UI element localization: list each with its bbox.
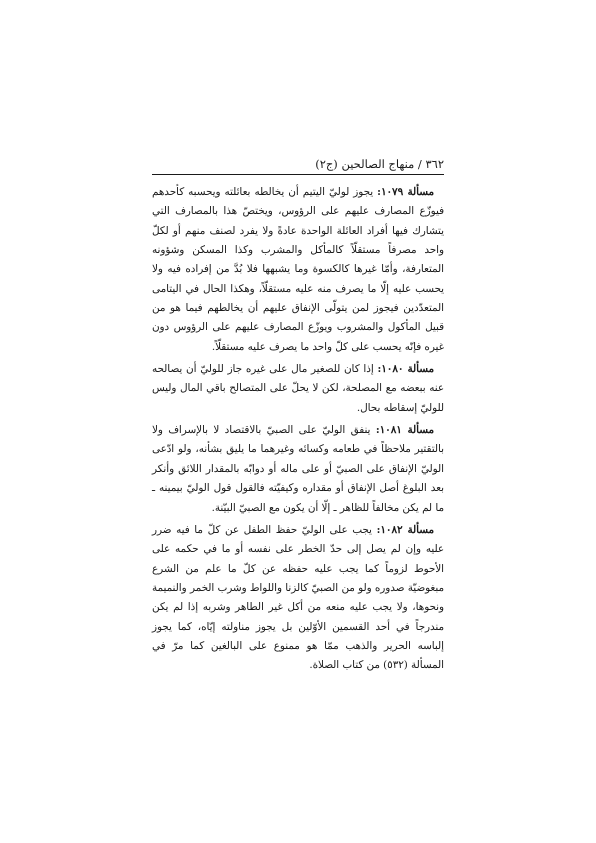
page-body bbox=[152, 183, 444, 676]
paragraph-masala-1081 bbox=[152, 421, 444, 518]
running-title: ٣٦٢ / منهاج الصالحين (ج٢) bbox=[315, 157, 444, 171]
masala-label: مسألة ١٠٨١: bbox=[375, 424, 434, 437]
paragraph-masala-1080 bbox=[152, 360, 444, 418]
paragraph-masala-1082 bbox=[152, 521, 444, 676]
masala-label: مسألة ١٠٨٢: bbox=[376, 523, 434, 536]
paragraph-masala-1079 bbox=[152, 183, 444, 357]
masala-text: يجب على الوليّ حفظ الطفل عن كلّ ما فيه ضرر عليه وإن لم يصل إلى حدّ الخطر على نفسه أو ما في حكمه على الأحوط لزوماً كما يجب عليه حفظه عن كلّ ما علم من الشرع مبغوضيّة صدوره ولو من الصبيّ كالزنا واللواط وشرب الخمر والنميمة ونحوها، ولا يجب عليه منعه من أكل غير الطاهر وشربه إذا لم يكن مندرجاً في أحد القسمين الأوّلين بل يجوز مناولته إيّاه، كما يجوز إلباسه الحرير والذهب ممّا هو ممنوع على البالغين كما مرّ في المسألة (٥٣٢) من كتاب الصلاة. bbox=[152, 523, 444, 672]
masala-text: يجوز لوليّ اليتيم أن يخالطه بعائلته ويحسبه كأحدهم فيوزّع المصارف عليهم على الرؤوس، ويختصّ هذا بالمصارف التي يتشارك فيها أفراد العائلة الواحدة عادةً ولا يفرد لصنف منهم أو لكلّ واحد مصرفاً مستقلّاً كالمأكل والمشرب وكذا المسكن وشؤونه المتعارفة، وأمّا غيرها كالكسوة وما يشبهها فلا بُدَّ من إفراده فيه ولا يحسب عليه إلّا ما يصرف منه عليه مستقلّاً، وهكذا الحال في اليتامى المتعدّدين فيجوز لمن يتولّى الإنفاق عليهم أن يخالطهم فيما هو من قبيل المأكول والمشروب ويوزّع المصارف عليهم على الرؤوس دون غيره فإنّه يحسب على كلّ واحد ما يصرف عليه مستقلّاً. bbox=[152, 186, 444, 353]
masala-text: إذا كان للصغير مال على غيره جاز للوليّ أن يصالحه عنه ببعضه مع المصلحة، لكن لا يحلّ على المتصالح باقي المال وليس للوليّ إسقاطه بحال. bbox=[152, 363, 444, 414]
masala-label: مسألة ١٠٧٩: bbox=[377, 186, 434, 198]
header-rule bbox=[152, 174, 444, 175]
masala-text: ينفق الوليّ على الصبيّ بالاقتصاد لا بالإسراف ولا بالتقتير ملاحظاً في طعامه وكسائه وغيرهما ما يليق بشأنه، ولو ادّعى الوليّ الإنفاق على الصبيّ أو على ماله أو دوابّه بالمقدار اللائق وأنكر بعد البلوغ أصل الإنفاق أو مقداره وكيفيّته فالقول قول الوليّ بيمينه ـ ما لم يكن مخالفاً للظاهر ـ إلّا أن يكون مع الصبيّ البيّنة. bbox=[152, 424, 444, 514]
masala-label: مسألة ١٠٨٠: bbox=[377, 363, 434, 376]
running-header bbox=[152, 152, 444, 172]
